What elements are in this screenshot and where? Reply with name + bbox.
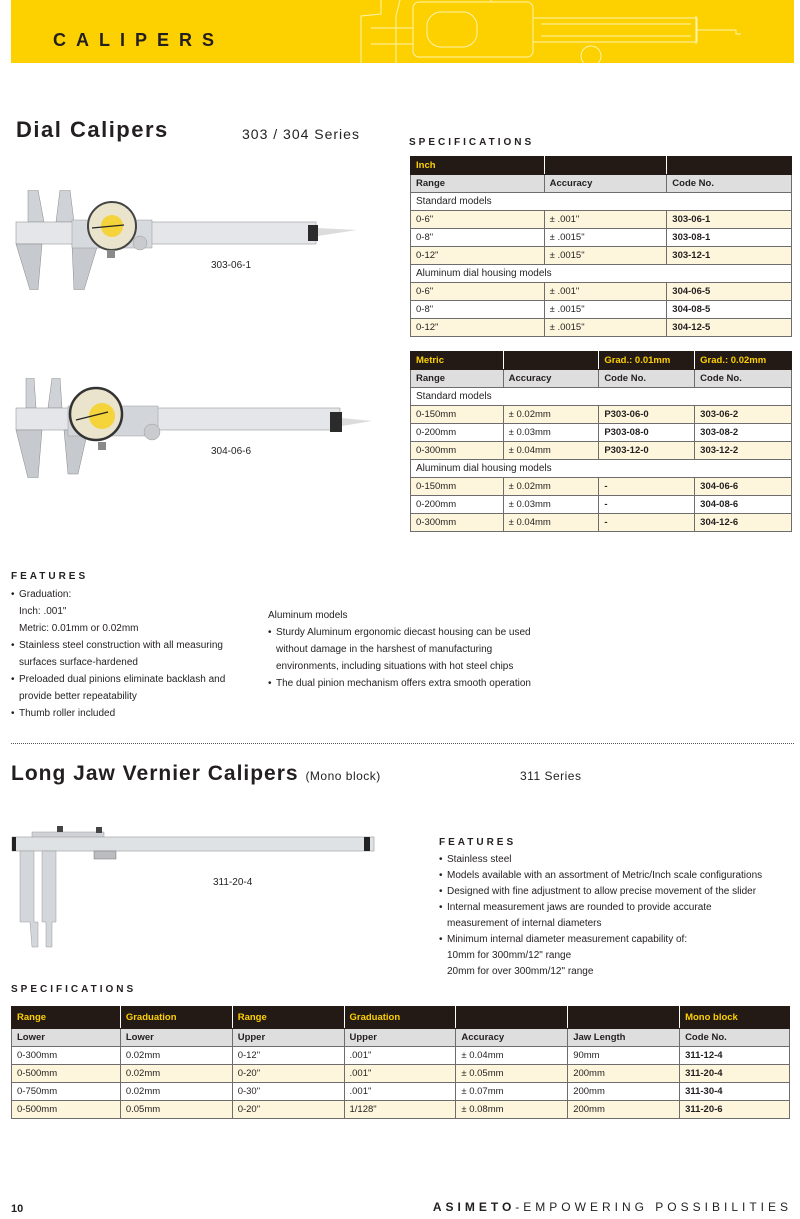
feature-item: • Stainless steel — [439, 852, 799, 868]
cell: 0-30" — [232, 1083, 344, 1101]
long-jaw-spec-table — [11, 1006, 790, 1119]
long-jaw-title-text: Long Jaw Vernier Calipers — [11, 762, 299, 785]
cell: ± 0.04mm — [456, 1047, 568, 1065]
dial-calipers-title: Dial Calipers — [16, 117, 169, 142]
cell: 0-20" — [232, 1101, 344, 1119]
feature-item: • Internal measurement jaws are rounded to provide accurate — [439, 900, 799, 916]
cell: .001" — [344, 1047, 456, 1065]
column-header: Jaw Length — [568, 1029, 680, 1047]
page-title: CALIPERS — [53, 30, 225, 50]
aluminum-features-list — [268, 607, 568, 692]
code-cell: 303-08-2 — [695, 424, 792, 442]
feature-item: • Sturdy Aluminum ergonomic diecast housing can be used — [268, 624, 568, 641]
code-cell: 303-08-1 — [667, 229, 792, 247]
inch-spec-table — [410, 156, 792, 337]
cell: 0.05mm — [120, 1101, 232, 1119]
range-cell: 0-6" — [411, 283, 545, 301]
table-row — [411, 229, 792, 247]
brand-name: ASIMETO — [432, 1200, 516, 1214]
range-cell: 0-8" — [411, 229, 545, 247]
table-column-row — [12, 1029, 790, 1047]
table-header-row — [411, 157, 792, 175]
range-cell: 0-200mm — [411, 496, 504, 514]
cell: 200mm — [568, 1101, 680, 1119]
cell: 0.02mm — [120, 1047, 232, 1065]
code-cell: 311-30-4 — [680, 1083, 790, 1101]
table-header-row — [411, 352, 792, 370]
dial-caliper-image — [12, 190, 362, 290]
code-cell: - — [599, 478, 695, 496]
code-cell: 303-12-2 — [695, 442, 792, 460]
cell: 0-300mm — [12, 1047, 121, 1065]
caliper-outline-icon — [341, 0, 781, 63]
long-jaw-caliper-image — [10, 822, 380, 952]
cell: ± 0.05mm — [456, 1065, 568, 1083]
section-divider — [11, 743, 794, 744]
brand-tagline: -EMPOWERING POSSIBILITIES — [515, 1200, 792, 1214]
cell: ± 0.08mm — [456, 1101, 568, 1119]
cell: 0-12" — [232, 1047, 344, 1065]
column-header: Code No. — [695, 370, 792, 388]
group-label: Standard models — [411, 193, 792, 211]
aluminum-features-title: Aluminum models — [268, 610, 348, 621]
range-cell: 0-12" — [411, 319, 545, 337]
table-header-cell: Inch — [411, 157, 545, 175]
accuracy-cell: ± .0015" — [544, 247, 667, 265]
cell: 0-750mm — [12, 1083, 121, 1101]
code-cell: 304-08-5 — [667, 301, 792, 319]
table-header-cell: Graduation — [344, 1007, 456, 1029]
range-cell: 0-150mm — [411, 478, 504, 496]
column-header: Code No. — [599, 370, 695, 388]
table-row — [411, 301, 792, 319]
footer-brand — [433, 1200, 792, 1214]
column-header: Accuracy — [456, 1029, 568, 1047]
cell: 1/128" — [344, 1101, 456, 1119]
table-header-cell: Grad.: 0.02mm — [695, 352, 792, 370]
group-label: Aluminum dial housing models — [411, 265, 792, 283]
dial-caliper-image — [12, 378, 382, 478]
table-group-row — [411, 193, 792, 211]
table-row — [411, 247, 792, 265]
cell: 0-500mm — [12, 1101, 121, 1119]
dial-calipers-series: 303 / 304 Series — [242, 126, 360, 142]
table-row — [411, 406, 792, 424]
table-group-row — [411, 265, 792, 283]
cell: 200mm — [568, 1083, 680, 1101]
feature-item: • Graduation: — [11, 586, 261, 603]
features-label: FEATURES — [439, 837, 517, 848]
accuracy-cell: ± 0.04mm — [503, 442, 599, 460]
code-cell: 303-06-1 — [667, 211, 792, 229]
table-header-cell: Mono block — [680, 1007, 790, 1029]
feature-item: • Thumb roller included — [11, 705, 261, 722]
table-row — [411, 319, 792, 337]
accuracy-cell: ± .001" — [544, 283, 667, 301]
features-label: FEATURES — [11, 571, 89, 582]
feature-item-detail: 20mm for over 300mm/12" range — [447, 966, 594, 977]
column-header: Lower — [12, 1029, 121, 1047]
table-row — [411, 283, 792, 301]
header-banner — [11, 0, 794, 63]
accuracy-cell: ± 0.03mm — [503, 496, 599, 514]
table-header-cell: Graduation — [120, 1007, 232, 1029]
feature-item-detail: 10mm for 300mm/12" range — [447, 950, 572, 961]
column-header: Range — [411, 175, 545, 193]
feature-item: • Stainless steel construction with all measuring — [11, 637, 261, 654]
long-jaw-features-list — [439, 852, 799, 980]
feature-item: • Preloaded dual pinions eliminate backlash and — [11, 671, 261, 688]
feature-item-detail: provide better repeatability — [19, 691, 137, 702]
table-row — [12, 1083, 790, 1101]
range-cell: 0-300mm — [411, 442, 504, 460]
table-row — [411, 496, 792, 514]
code-cell: 311-12-4 — [680, 1047, 790, 1065]
code-cell: 311-20-6 — [680, 1101, 790, 1119]
range-cell: 0-150mm — [411, 406, 504, 424]
feature-item: • Designed with fine adjustment to allow precise movement of the slider — [439, 884, 799, 900]
column-header: Upper — [344, 1029, 456, 1047]
table-header-cell: Grad.: 0.01mm — [599, 352, 695, 370]
accuracy-cell: ± .0015" — [544, 301, 667, 319]
table-row — [411, 211, 792, 229]
accuracy-cell: ± 0.04mm — [503, 514, 599, 532]
code-cell: - — [599, 496, 695, 514]
table-column-row — [411, 370, 792, 388]
feature-item: • Models available with an assortment of Metric/Inch scale configurations — [439, 868, 799, 884]
accuracy-cell: ± 0.03mm — [503, 424, 599, 442]
table-header-cell — [667, 157, 792, 175]
code-cell: 304-12-5 — [667, 319, 792, 337]
column-header: Code No. — [680, 1029, 790, 1047]
code-cell: 303-12-1 — [667, 247, 792, 265]
feature-item-detail: Inch: .001" — [19, 606, 67, 617]
metric-spec-table — [410, 351, 792, 532]
table-header-cell: Range — [12, 1007, 121, 1029]
code-cell: P303-12-0 — [599, 442, 695, 460]
table-row — [12, 1065, 790, 1083]
cell: 200mm — [568, 1065, 680, 1083]
range-cell: 0-6" — [411, 211, 545, 229]
cell: ± 0.07mm — [456, 1083, 568, 1101]
feature-item-detail: environments, including situations with hot steel chips — [276, 661, 514, 672]
accuracy-cell: ± .0015" — [544, 229, 667, 247]
table-row — [411, 442, 792, 460]
cell: 0-500mm — [12, 1065, 121, 1083]
image-caption-311-20-4: 311-20-4 — [213, 877, 253, 888]
cell: .001" — [344, 1065, 456, 1083]
column-header: Code No. — [667, 175, 792, 193]
range-cell: 0-200mm — [411, 424, 504, 442]
column-header: Range — [411, 370, 504, 388]
table-header-cell: Range — [232, 1007, 344, 1029]
table-header-row — [12, 1007, 790, 1029]
long-jaw-title — [11, 762, 381, 786]
table-header-cell — [568, 1007, 680, 1029]
code-cell: P303-06-0 — [599, 406, 695, 424]
feature-item-detail: without damage in the harshest of manufacturing — [276, 644, 493, 655]
table-column-row — [411, 175, 792, 193]
page-number: 10 — [11, 1203, 24, 1215]
code-cell: 304-12-6 — [695, 514, 792, 532]
cell: 0.02mm — [120, 1083, 232, 1101]
table-row — [411, 514, 792, 532]
image-caption-304-06-6: 304-06-6 — [211, 446, 252, 457]
code-cell: 311-20-4 — [680, 1065, 790, 1083]
column-header: Upper — [232, 1029, 344, 1047]
specifications-label: SPECIFICATIONS — [11, 984, 137, 995]
group-label: Standard models — [411, 388, 792, 406]
table-row — [411, 424, 792, 442]
image-caption-303-06-1: 303-06-1 — [211, 260, 252, 271]
dial-features-list — [11, 586, 261, 722]
accuracy-cell: ± .0015" — [544, 319, 667, 337]
feature-item-detail: Metric: 0.01mm or 0.02mm — [19, 623, 139, 634]
table-row — [411, 478, 792, 496]
table-header-cell — [503, 352, 599, 370]
code-cell: 304-08-6 — [695, 496, 792, 514]
code-cell: 304-06-5 — [667, 283, 792, 301]
table-header-cell: Metric — [411, 352, 504, 370]
cell: 0.02mm — [120, 1065, 232, 1083]
table-group-row — [411, 460, 792, 478]
cell: 90mm — [568, 1047, 680, 1065]
code-cell: P303-08-0 — [599, 424, 695, 442]
table-row — [12, 1101, 790, 1119]
feature-item: • The dual pinion mechanism offers extra smooth operation — [268, 675, 568, 692]
feature-item-detail: surfaces surface-hardened — [19, 657, 138, 668]
cell: .001" — [344, 1083, 456, 1101]
column-header: Accuracy — [544, 175, 667, 193]
column-header: Accuracy — [503, 370, 599, 388]
code-cell: 304-06-6 — [695, 478, 792, 496]
table-group-row — [411, 388, 792, 406]
code-cell: - — [599, 514, 695, 532]
specifications-label: SPECIFICATIONS — [409, 137, 535, 148]
table-header-cell — [544, 157, 667, 175]
table-header-cell — [456, 1007, 568, 1029]
range-cell: 0-300mm — [411, 514, 504, 532]
table-row — [12, 1047, 790, 1065]
range-cell: 0-12" — [411, 247, 545, 265]
group-label: Aluminum dial housing models — [411, 460, 792, 478]
long-jaw-series: 311 Series — [520, 769, 582, 783]
accuracy-cell: ± .001" — [544, 211, 667, 229]
cell: 0-20" — [232, 1065, 344, 1083]
feature-item-detail: measurement of internal diameters — [447, 918, 602, 929]
accuracy-cell: ± 0.02mm — [503, 406, 599, 424]
accuracy-cell: ± 0.02mm — [503, 478, 599, 496]
long-jaw-subtitle: (Mono block) — [305, 769, 381, 783]
code-cell: 303-06-2 — [695, 406, 792, 424]
feature-item: • Minimum internal diameter measurement capability of: — [439, 932, 799, 948]
range-cell: 0-8" — [411, 301, 545, 319]
column-header: Lower — [120, 1029, 232, 1047]
